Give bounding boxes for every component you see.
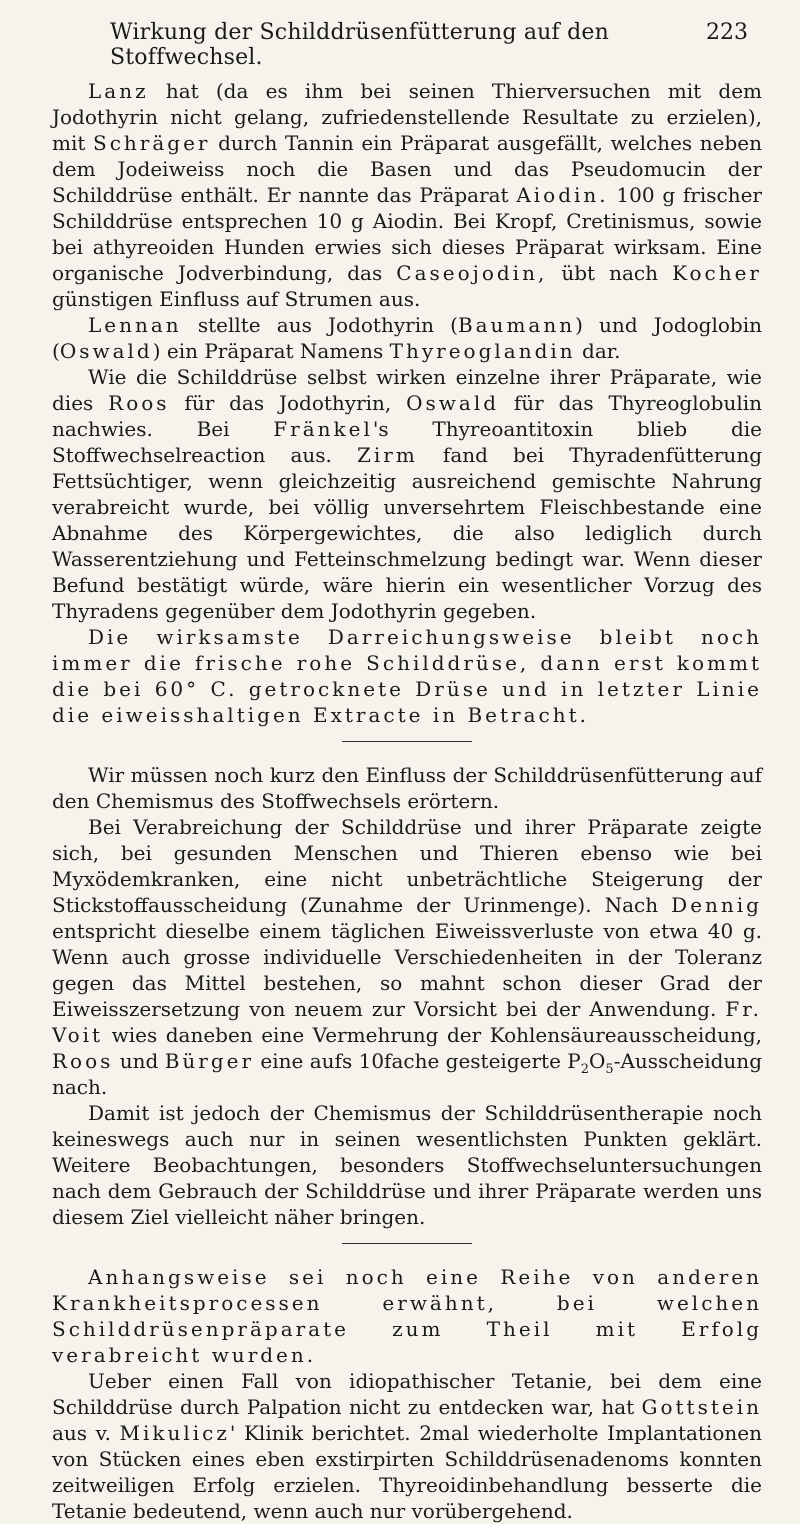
section-divider [342, 1243, 472, 1244]
text-run: für das Thyreoglobulin nachwies. Bei [52, 391, 763, 441]
text-run: ) ein Präparat Namens [152, 339, 390, 363]
text-run: hat (da es ihm bei seinen Thierversuchen mit dem Jodothyrin nicht gelang, zufriedenstellende Resultate zu erzielen), mit [52, 79, 762, 155]
text-run: Wie die Schilddrüse selbst wirken einzelne ihrer Präparate, wie dies [52, 365, 762, 415]
page-number: 223 [706, 20, 748, 45]
section-divider [342, 741, 472, 742]
author-name: Roos [108, 391, 170, 415]
text-run: 's Thyreoantitoxin blieb die Stoffwechselreaction aus. [52, 417, 762, 467]
paragraph-lanz [52, 78, 762, 312]
author-name: Dennig [671, 893, 762, 917]
preparation-name: Caseojodin, [396, 261, 548, 285]
author-name: Lanz [88, 79, 149, 103]
body-text [52, 78, 762, 1524]
text-run: ' Klinik berichtet. 2mal wiederholte Implantationen von Stücken eines eben exstirpirten Schilddrüsenadenoms konnten zeitweiligen Erfolg erzielen. Thyreoidinbehandlung besserte die Tetanie bedeutend, wenn auch nur vorübergehend. [52, 1421, 762, 1523]
paragraph-chemismus-intro: Wir müssen noch kurz den Einfluss der Schilddrüsenfütterung auf den Chemismus des Stoffwechsels erörtern. [52, 763, 762, 813]
author-name: Oswald [406, 391, 500, 415]
author-name: Fränkel [273, 417, 373, 441]
text-run: aus v. [52, 1421, 120, 1445]
paragraph-tetanie [52, 1368, 762, 1524]
text-run: dar. [575, 339, 621, 363]
author-name: Oswald [59, 339, 153, 363]
author-name: Roos [52, 1049, 114, 1073]
subscript: 5 [605, 1062, 614, 1077]
preparation-name: Aiodin. [516, 183, 609, 207]
paragraph-verabreichung [52, 814, 762, 1100]
author-name: Fr. Voit [52, 997, 762, 1047]
text-run: übt nach [547, 261, 673, 285]
paragraph-darreichung: Die wirksamste Darreichungsweise bleibt noch immer die frische rohe Schilddrüse, dann erst kommt die bei 60° C. getrocknete Drüse und in letzter Linie die eiweisshaltigen Extracte in Betracht. [52, 625, 762, 727]
paragraph-anhang: Anhangsweise sei noch eine Reihe von anderen Krankheitsprocessen erwähnt, bei welchen Schilddrüsenpräparate zum Theil mit Erfolg verabreicht wurden. [52, 1265, 762, 1367]
preparation-name: Thyreoglandin [389, 339, 576, 363]
text-run: Ueber einen Fall von idiopathischer Tetanie, bei dem eine Schilddrüse durch Palpation nicht zu entdecken war, hat [52, 1369, 762, 1419]
text-run: eine aufs 10fache gesteigerte P [254, 1049, 581, 1073]
text-run: entspricht dieselbe einem täglichen Eiweissverluste von etwa 40 g. Wenn auch grosse individuelle Verschiedenheiten in der Toleranz gegen das Mittel bestehen, so mahnt schon dieser Grad der Eiweisszersetzung von neuem zur Vorsicht bei der Anwendung. [52, 919, 762, 1021]
text-run: -Ausscheidung nach. [52, 1049, 762, 1099]
text-run: fand bei Thyradenfütterung Fettsüchtiger, wenn gleichzeitig ausreichend gemischte Nahrung verabreicht wurde, bei völlig unversehrtem Fleischbestande eine Abnahme des Körpergewichtes, die also lediglich durch Wasserentziehung und Fetteinschmelzung bedingt war. Wenn dieser Befund bestätigt würde, wäre hierin ein wesentlicher Vorzug des Thyradens gegenüber dem Jodothyrin gegeben. [52, 443, 762, 623]
paragraph-chemismus-ungeklaert: Damit ist jedoch der Chemismus der Schilddrüsentherapie noch keineswegs auch nur in seinen wesentlichsten Punkten geklärt. Weitere Beobachtungen, besonders Stoffwechseluntersuchungen nach dem Gebrauch der Schilddrüse und ihrer Präparate werden uns diesem Ziel vielleicht näher bringen. [52, 1101, 762, 1229]
author-name: Zirm [357, 443, 418, 467]
paragraph-praeparate [52, 364, 762, 624]
running-head [110, 20, 748, 70]
author-name: Baumann [457, 313, 576, 337]
text-run: günstigen Einfluss auf Strumen aus. [52, 287, 421, 311]
author-name: Schräger [93, 131, 211, 155]
text-run: O [589, 1049, 606, 1073]
author-name: Bürger [164, 1049, 255, 1073]
running-title: Wirkung der Schilddrüsenfütterung auf den Stoffwechsel. [110, 20, 609, 70]
subscript: 2 [580, 1062, 590, 1077]
text-run: durch Tannin ein Präparat ausgefällt, welches neben dem Jodeiweiss noch die Basen und das Pseudomucin der Schilddrüse enthält. Er nannte das Präparat [52, 131, 762, 207]
author-name: Gottstein [641, 1395, 762, 1419]
author-name: Mikulicz [119, 1421, 230, 1445]
author-name: Lennan [88, 313, 182, 337]
paragraph-lennan [52, 312, 762, 364]
text-run: und [113, 1049, 165, 1073]
text-run: stellte aus Jodothyrin ( [181, 313, 458, 337]
text-run: 100 g frischer Schilddrüse entsprechen 10 g Aiodin. Bei Kropf, Cretinismus, sowie bei athyreoiden Hunden erwies sich dieses Präparat wirksam. Eine organische Jodverbindung, das [52, 183, 762, 285]
text-run: Bei Verabreichung der Schilddrüse und ihrer Präparate zeigte sich, bei gesunden Menschen und Thieren ebenso wie bei Myxödemkranken, eine nicht unbeträchtliche Steigerung der Stickstoffausscheidung (Zunahme der Urinmenge). Nach [52, 815, 762, 917]
author-name: Kocher [672, 261, 762, 285]
text-run: ) und Jodoglobin ( [52, 313, 762, 363]
text-run: wies daneben eine Vermehrung der Kohlensäureausscheidung, [103, 1023, 762, 1047]
text-run: für das Jodothyrin, [169, 391, 407, 415]
